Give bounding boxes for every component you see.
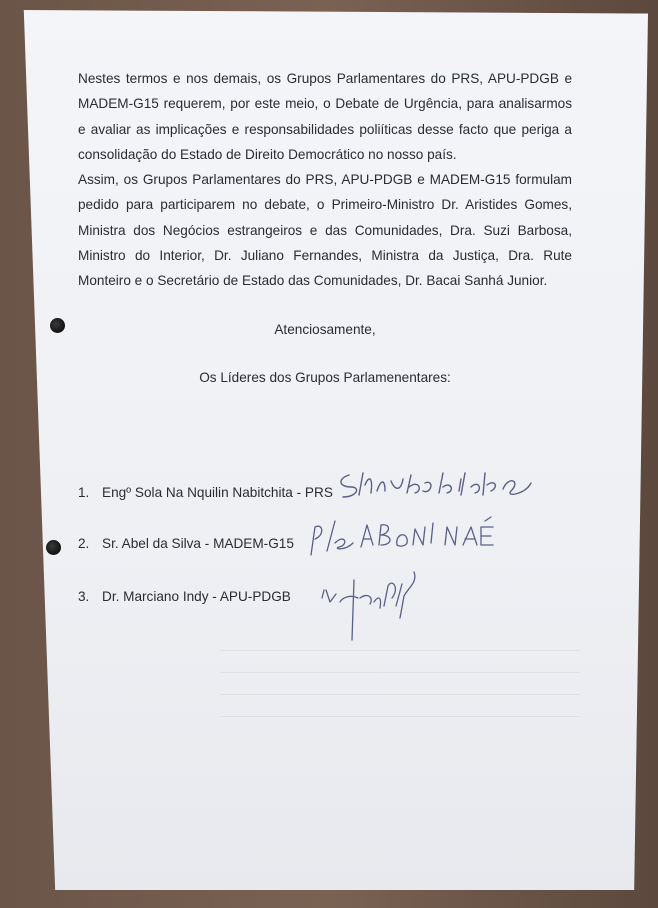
signature-indy xyxy=(318,568,428,646)
list-item-number: 1. xyxy=(78,484,90,500)
list-item xyxy=(78,576,291,616)
paragraph-debate-participants: Assim, os Grupos Parlamentares do PRS, APU-PDGB e MADEM-G15 formulam pedido para participarem no debate, o Primeiro-Ministro Dr. Aristides Gomes, Ministra dos Negócios estrangeiros e das Comunidades, Dra. Suzi Barbosa, Ministro do Interior, Dr. Juliano Fernandes, Ministra da Justiça, Dra. Rute Monteiro e o Secretário de Estado das Comunidades, Dr. Bacai Sanhá Junior. xyxy=(78,172,572,289)
leader-name: Sr. Abel da Silva - MADEM-G15 xyxy=(102,535,294,551)
list-item xyxy=(78,472,333,512)
leaders-heading: Os Líderes dos Grupos Parlamenentares: xyxy=(199,369,451,385)
list-item xyxy=(78,523,294,563)
list-item-number: 2. xyxy=(78,535,90,551)
punch-hole-bottom xyxy=(46,540,61,555)
signature-nabitchita xyxy=(335,465,535,505)
reverse-side-bleed xyxy=(220,650,580,730)
document-body xyxy=(78,66,572,390)
punch-hole-top xyxy=(50,318,65,333)
leader-name: Dr. Marciano Indy - APU-PDGB xyxy=(102,588,291,604)
list-item-number: 3. xyxy=(78,588,90,604)
paragraph-urgency-request: Nestes termos e nos demais, os Grupos Parlamentares do PRS, APU-PDGB e MADEM-G15 requerem, por este meio, o Debate de Urgência, para analisarmos e avaliar as implicações e responsabilidades poliíticas desse facto que periga a consolidação do Estado de Direito Democrático no nosso país. xyxy=(78,71,572,162)
signature-abel xyxy=(305,515,495,560)
leader-name: Engº Sola Na Nquilin Nabitchita - PRS xyxy=(102,484,333,500)
closing-salutation: Atenciosamente, xyxy=(274,321,376,337)
